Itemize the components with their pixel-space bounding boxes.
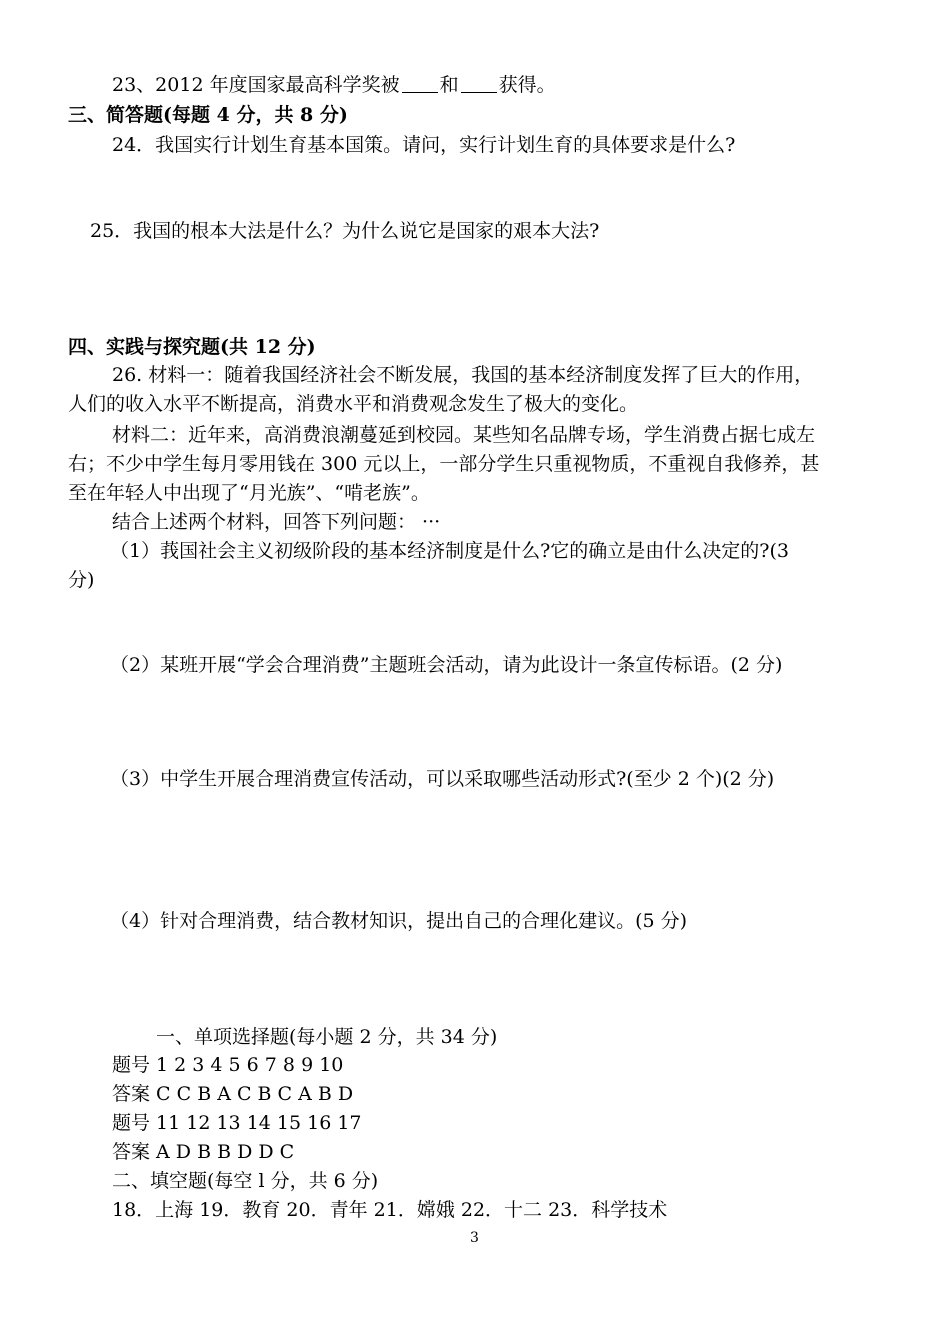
page-number: 3 bbox=[470, 1230, 479, 1246]
sub-question-1-line-2: 分) bbox=[68, 569, 95, 591]
answer-row-2-numbers: 题号 11 12 13 14 15 16 17 bbox=[112, 1112, 362, 1134]
sub-question-2: （2）某班开展“学会合理消费”主题班会活动，请为此设计一条宣传标语。(2 分) bbox=[110, 654, 783, 676]
material-2-line-1: 材料二：近年来，高消费浪潮蔓延到校园。某些知名品牌专场，学生消费占据七成左 bbox=[112, 424, 816, 446]
answer-blank bbox=[402, 74, 438, 93]
sub-question-4: （4）针对合理消费，结合教材知识，提出自己的合理化建议。(5 分) bbox=[110, 910, 688, 932]
q23-mid: 和 bbox=[439, 74, 459, 96]
answer-row-1-answers: 答案 C C B A C B C A B D bbox=[112, 1083, 354, 1105]
answer-section-2-answers: 18．上海 19．教育 20．青年 21．嫦娥 22．十二 23．科学技术 bbox=[112, 1199, 668, 1221]
material-2-line-3: 至在年轻人中出现了“月光族”、“啃老族”。 bbox=[68, 482, 430, 504]
answer-section-1-title: 一、单项选择题(每小题 2 分，共 34 分) bbox=[156, 1026, 498, 1048]
section-3-title: 三、简答题(每题 4 分，共 8 分) bbox=[68, 104, 348, 126]
section-4-title: 四、实践与探究题(共 12 分) bbox=[68, 336, 316, 358]
question-23 bbox=[112, 72, 556, 98]
material-1-line-2: 人们的收入水平不断提高，消费水平和消费观念发生了极大的变化。 bbox=[68, 393, 639, 415]
answer-section-2-title: 二、填空题(每空 l 分，共 6 分) bbox=[112, 1170, 379, 1192]
question-24: 24．我国实行计划生育基本国策。请问，实行计划生育的具体要求是什么? bbox=[112, 134, 736, 156]
material-2-line-2: 右；不少中学生每月零用钱在 300 元以上，一部分学生只重视物质，不重视自我修养，甚 bbox=[68, 453, 820, 475]
question-25: 25．我国的根本大法是什么？为什么说它是国家的艰本大法? bbox=[90, 220, 600, 242]
q23-suffix: 获得。 bbox=[498, 74, 556, 96]
question-intro: 结合上述两个材料，回答下列问题： ··· bbox=[112, 511, 441, 533]
sub-question-1-line-1: （1）莪国社会主义初级阶段的基本经济制度是什么?它的确立是由什么决定的?(3 bbox=[110, 540, 789, 562]
answer-blank bbox=[461, 74, 497, 93]
q23-prefix: 23、2012 年度国家最高科学奖被 bbox=[112, 74, 400, 96]
answer-row-2-answers: 答案 A D B B D D C bbox=[112, 1141, 295, 1163]
material-1-line-1: 26. 材料一：随着我国经济社会不断发展，我国的基本经济制度发挥了巨大的作用， bbox=[112, 364, 814, 386]
sub-question-3: （3）中学生开展合理消费宣传活动，可以采取哪些活动形式?(至少 2 个)(2 分) bbox=[110, 768, 775, 790]
answer-row-1-numbers: 题号 1 2 3 4 5 6 7 8 9 10 bbox=[112, 1054, 344, 1076]
